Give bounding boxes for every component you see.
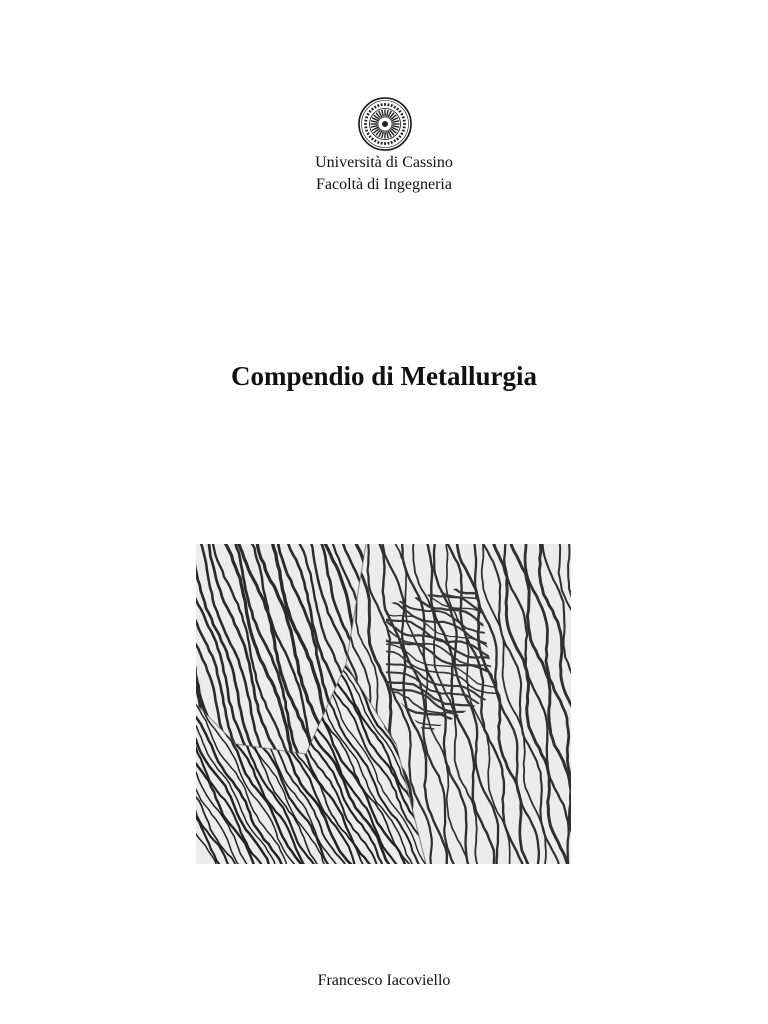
author-name: Francesco Iacoviello [317, 972, 451, 989]
document-title: Compendio di Metallurgia [230, 361, 537, 391]
university-name: Università di Cassino [315, 154, 453, 171]
pearlite-microstructure-image [196, 544, 571, 864]
university-seal-icon [358, 97, 412, 151]
faculty-name: Facoltà di Ingegneria [316, 176, 452, 193]
institution-block [0, 152, 768, 196]
